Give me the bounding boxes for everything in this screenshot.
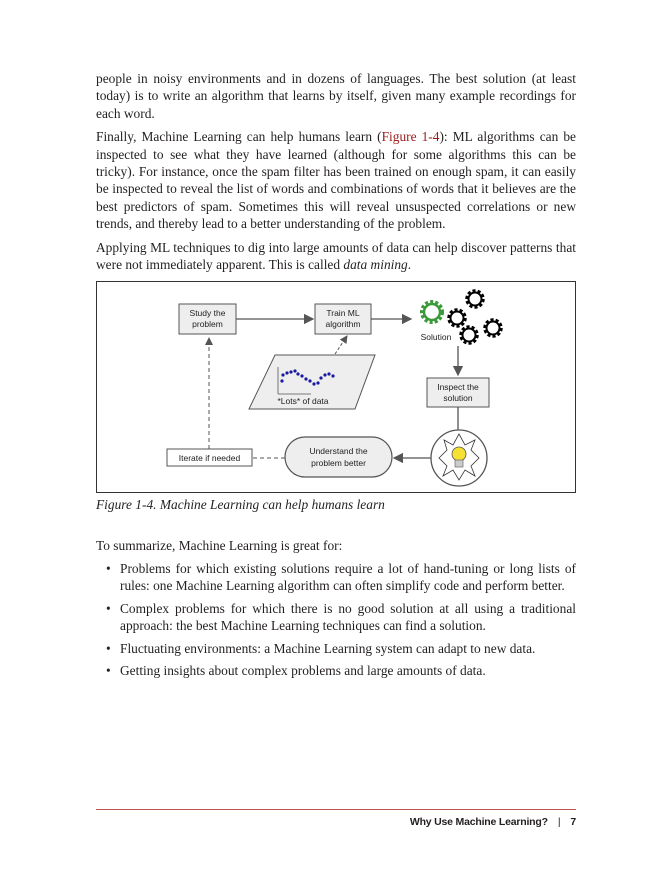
summary-intro: To summarize, Machine Learning is great for: — [96, 538, 343, 553]
lightbulb-icon — [431, 430, 487, 486]
list-item: • Fluctuating environments: a Machine Learning system can adapt to new data. — [96, 640, 576, 657]
list-item: • Problems for which existing solutions require a lot of hand-tuning or long lists of rules: one Machine Learning algorithm can often simplify code and perform better. — [96, 560, 576, 595]
figure-diagram — [96, 281, 576, 493]
list-item: • Getting insights about complex problems and large amounts of data. — [96, 662, 576, 679]
train-algorithm-box — [315, 304, 371, 334]
running-section-title: Why Use Machine Learning? — [409, 816, 548, 828]
svg-text:solution: solution — [443, 393, 473, 403]
page-footer — [410, 816, 576, 828]
page-number: 7 — [570, 816, 576, 828]
paragraph-3: Applying ML techniques to dig into large amounts of data can help discover patterns that were not immediately apparent. This is called data mining. — [96, 239, 576, 273]
svg-text:Inspect the: Inspect the — [437, 382, 479, 392]
svg-text:Iterate if needed: Iterate if needed — [178, 453, 241, 463]
data-parallelogram — [249, 355, 375, 409]
footer-separator: | — [557, 816, 561, 828]
svg-text:problem better: problem better — [311, 458, 366, 468]
paragraph-1: people in noisy environments and in dozens of languages. The best solution (at least today) is to write an algorithm that learns by itself, given many example recordings for each word. — [96, 71, 576, 121]
figure-link[interactable]: Figure 1-4 — [381, 129, 440, 145]
footer-divider — [96, 809, 576, 810]
svg-text:Train ML: Train ML — [326, 308, 360, 318]
understand-problem-box — [285, 437, 392, 477]
figure-caption: Figure 1-4. Machine Learning can help humans learn — [96, 497, 385, 512]
body-text — [96, 70, 576, 273]
summary-list — [96, 560, 576, 684]
solution-label: Solution — [420, 332, 452, 342]
list-item: • Complex problems for which there is no good solution at all using a traditional approach: the best Machine Learning techniques can find a solution. — [96, 600, 576, 635]
svg-text:algorithm: algorithm — [325, 319, 361, 329]
inspect-solution-box — [427, 378, 489, 407]
svg-text:Study the: Study the — [189, 308, 226, 318]
study-problem-box — [179, 304, 236, 334]
svg-text:problem: problem — [192, 319, 223, 329]
svg-text:Understand the: Understand the — [309, 446, 368, 456]
svg-text:*Lots* of data: *Lots* of data — [277, 396, 329, 406]
paragraph-2: Finally, Machine Learning can help humans learn (Figure 1-4): ML algorithms can be inspected to see what they have learned (although for some algorithms this can be tricky). For instance, once the spam filter has been trained on enough spam, it can easily be inspected to reveal the list of words and combinations of words that it believes are the best predictors of spam. Sometimes this will reveal unsuspected correlations or new trends, and thereby lead to a better understanding of the problem. — [96, 129, 576, 232]
iterate-box — [167, 449, 252, 466]
